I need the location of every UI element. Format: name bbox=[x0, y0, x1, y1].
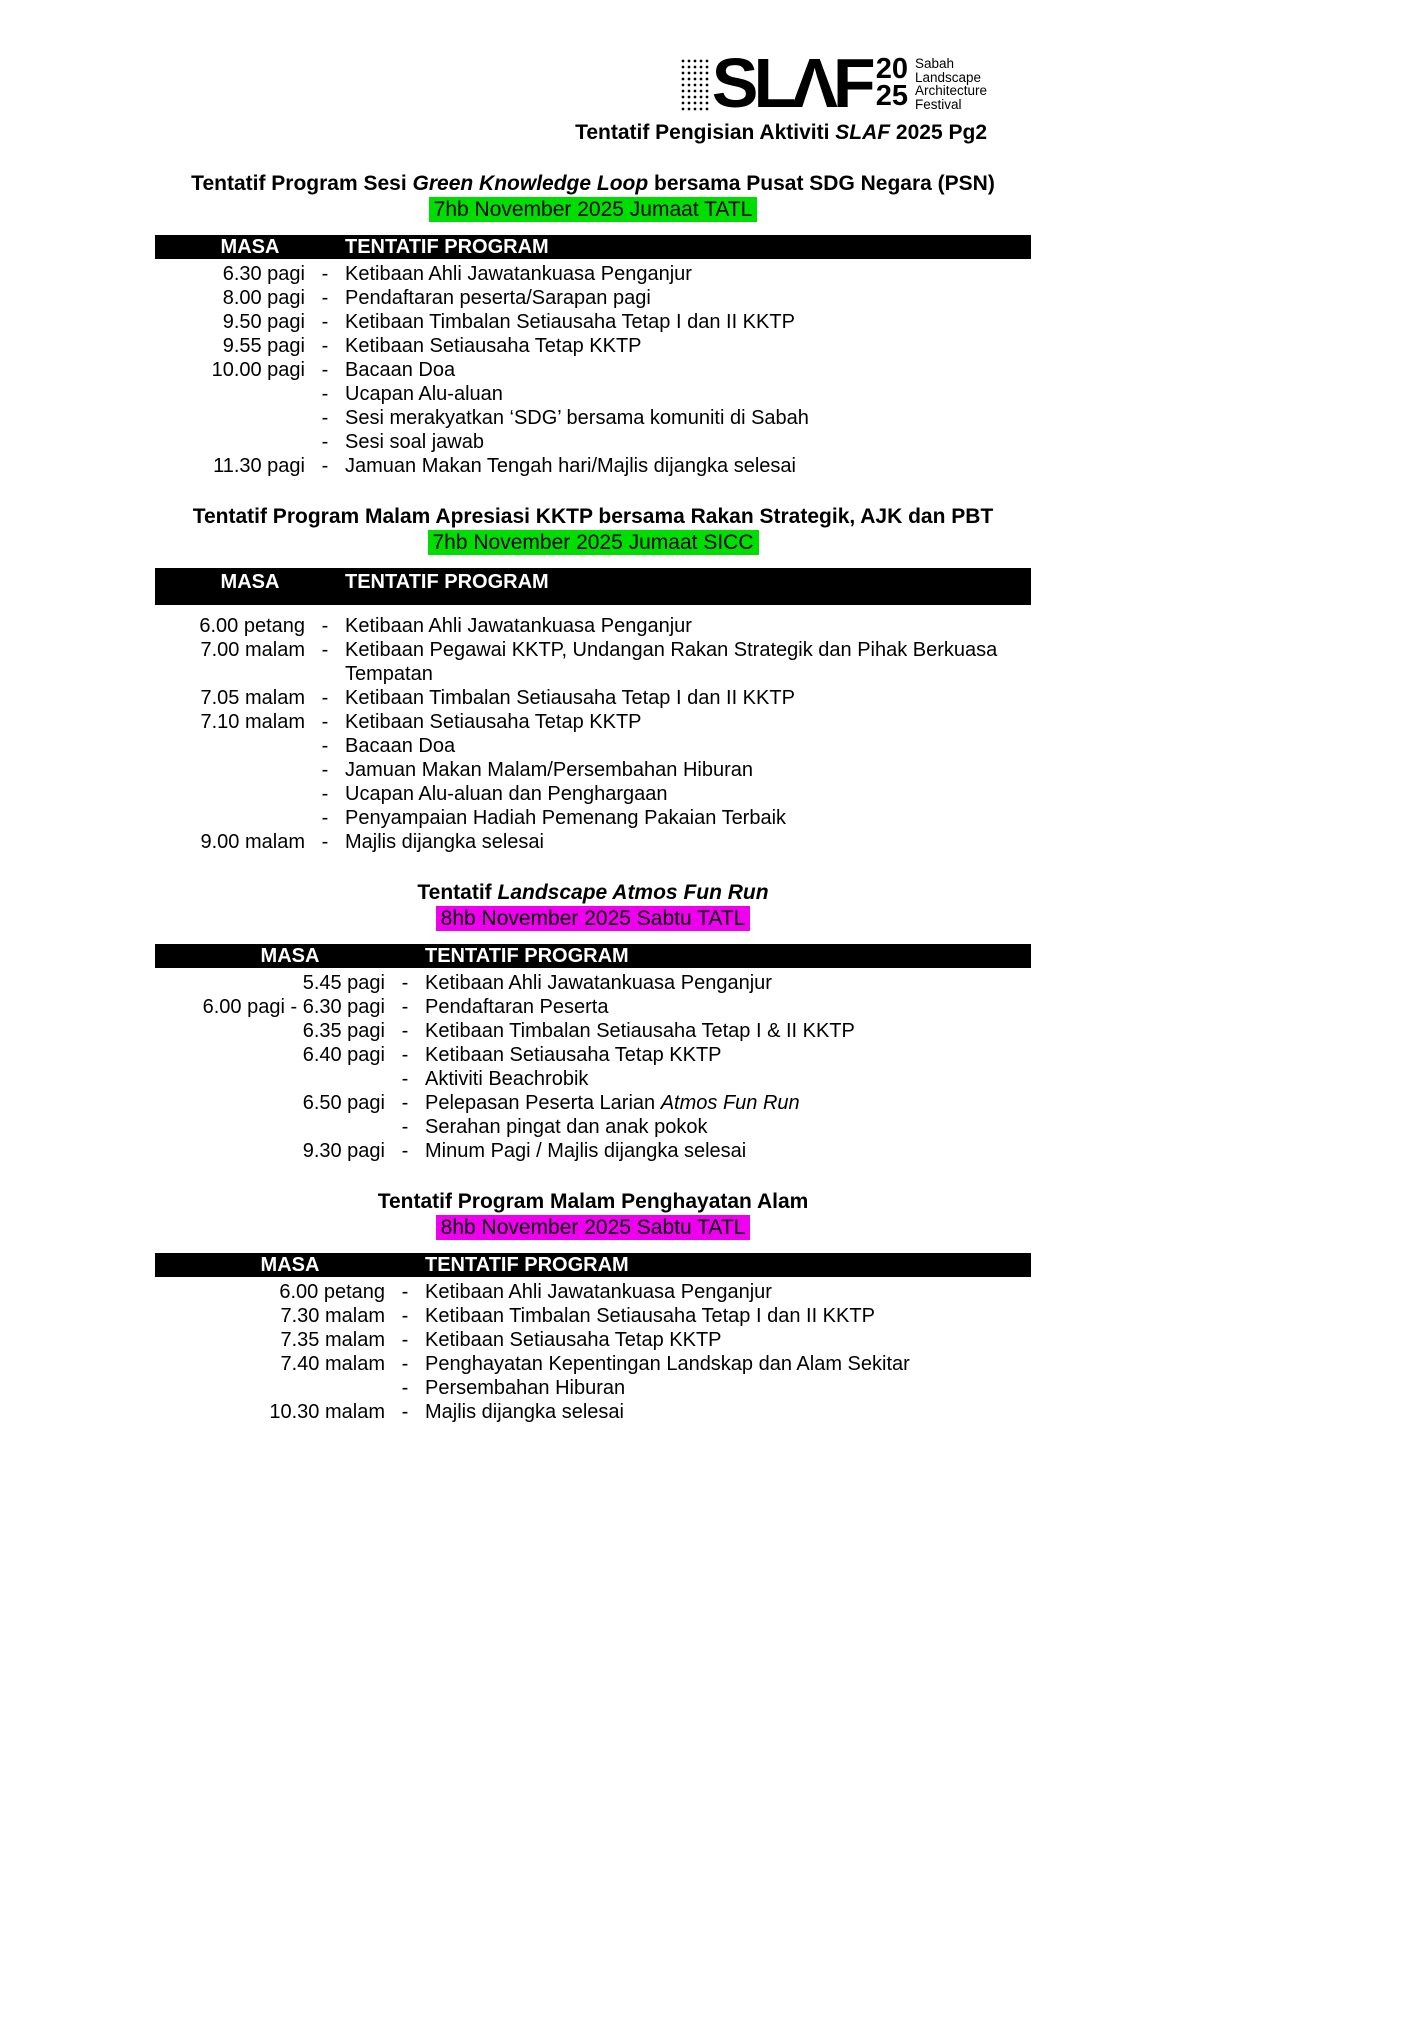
schedule-row bbox=[155, 430, 1031, 454]
row-activity bbox=[425, 1400, 1031, 1424]
row-activity bbox=[345, 638, 1031, 686]
row-time: 6.00 pagi - 6.30 pagi bbox=[202, 996, 385, 1018]
schedule-row bbox=[155, 1091, 1031, 1115]
masa-column-header: MASA bbox=[260, 1253, 320, 1276]
schedule-row bbox=[155, 1376, 1031, 1400]
row-dash: - bbox=[321, 735, 329, 757]
section-date-line bbox=[155, 1215, 1031, 1241]
text-part: Green Knowledge Loop bbox=[412, 172, 649, 195]
section-date-line bbox=[155, 906, 1031, 932]
row-time: 9.30 pagi bbox=[302, 1140, 385, 1162]
row-time bbox=[155, 758, 305, 782]
program-column-header: TENTATIF PROGRAM bbox=[345, 235, 549, 258]
section-date-highlight: 7hb November 2025 Jumaat TATL bbox=[429, 197, 758, 222]
schedule-row bbox=[155, 710, 1031, 734]
logo-tagline-line: Landscape bbox=[914, 69, 982, 85]
schedule-row bbox=[155, 686, 1031, 710]
row-dash: - bbox=[321, 759, 329, 781]
section-date-highlight: 8hb November 2025 Sabtu TATL bbox=[436, 906, 751, 931]
row-dash: - bbox=[321, 831, 329, 853]
text-part: Penghayatan Kepentingan Landskap dan Alam Sekitar bbox=[425, 1353, 910, 1375]
text-part: Ketibaan Ahli Jawatankuasa Penganjur bbox=[425, 972, 772, 994]
row-time: 11.30 pagi bbox=[213, 455, 305, 477]
document-title-pre: Tentatif Pengisian Aktiviti bbox=[575, 121, 836, 144]
schedule-row bbox=[155, 971, 1031, 995]
row-activity bbox=[345, 310, 1031, 334]
row-dash: - bbox=[321, 287, 329, 309]
schedule-row bbox=[155, 406, 1031, 430]
text-part: Ketibaan Ahli Jawatankuasa Penganjur bbox=[345, 263, 692, 285]
row-activity bbox=[425, 1091, 1031, 1115]
section-date-highlight: 7hb November 2025 Jumaat SICC bbox=[428, 530, 759, 555]
row-time: 7.30 malam bbox=[280, 1305, 385, 1327]
text-part: Ketibaan Timbalan Setiausaha Tetap I dan II KKTP bbox=[345, 311, 795, 333]
masa-column-header: MASA bbox=[220, 235, 280, 258]
section-date-highlight: 8hb November 2025 Sabtu TATL bbox=[436, 1215, 751, 1240]
row-time bbox=[155, 1115, 385, 1139]
text-part: Majlis dijangka selesai bbox=[345, 831, 544, 853]
table-body bbox=[155, 605, 1031, 854]
schedule-row bbox=[155, 758, 1031, 782]
document-title-post: 2025 Pg2 bbox=[890, 121, 987, 144]
program-section bbox=[155, 171, 1031, 478]
row-dash: - bbox=[321, 431, 329, 453]
row-activity bbox=[425, 1139, 1031, 1163]
text-part: Majlis dijangka selesai bbox=[425, 1401, 624, 1423]
text-part: Tentatif Program Sesi bbox=[191, 172, 413, 195]
program-column-header: TENTATIF PROGRAM bbox=[425, 944, 629, 967]
row-dash: - bbox=[401, 1044, 409, 1066]
schedule-row bbox=[155, 262, 1031, 286]
schedule-row bbox=[155, 358, 1031, 382]
logo-year-block bbox=[875, 53, 908, 112]
row-activity bbox=[345, 382, 1031, 406]
halftone-dots-decoration bbox=[680, 58, 710, 112]
row-activity bbox=[425, 995, 1031, 1019]
row-dash: - bbox=[321, 359, 329, 381]
schedule-row bbox=[155, 1400, 1031, 1424]
text-part: Ketibaan Ahli Jawatankuasa Penganjur bbox=[345, 615, 692, 637]
row-activity bbox=[345, 406, 1031, 430]
schedule-row bbox=[155, 286, 1031, 310]
text-part: Ketibaan Timbalan Setiausaha Tetap I & II KKTP bbox=[425, 1020, 855, 1042]
row-activity bbox=[425, 1280, 1031, 1304]
row-time bbox=[155, 430, 305, 454]
row-time: 8.00 pagi bbox=[222, 287, 305, 309]
row-time bbox=[155, 806, 305, 830]
section-title bbox=[155, 1189, 1031, 1215]
sections-container bbox=[155, 171, 1031, 1424]
table-header-row bbox=[155, 235, 1031, 259]
row-activity bbox=[345, 758, 1031, 782]
text-part: Tentatif Program Malam Apresiasi KKTP bersama Rakan Strategik, AJK dan PBT bbox=[192, 505, 994, 528]
program-column-header: TENTATIF PROGRAM bbox=[345, 571, 549, 593]
text-part: Pendaftaran Peserta bbox=[425, 996, 609, 1018]
schedule-row bbox=[155, 1280, 1031, 1304]
text-part: Sesi soal jawab bbox=[345, 431, 484, 453]
text-part: Jamuan Makan Tengah hari/Majlis dijangka selesai bbox=[345, 455, 796, 477]
text-part: Ketibaan Setiausaha Tetap KKTP bbox=[425, 1329, 722, 1351]
row-dash: - bbox=[401, 1068, 409, 1090]
logo-tagline bbox=[915, 56, 987, 111]
row-activity bbox=[345, 806, 1031, 830]
schedule-row bbox=[155, 1304, 1031, 1328]
program-section bbox=[155, 880, 1031, 1163]
row-activity bbox=[345, 614, 1031, 638]
text-part: Ketibaan Timbalan Setiausaha Tetap I dan II KKTP bbox=[425, 1305, 875, 1327]
schedule-row bbox=[155, 1139, 1031, 1163]
logo-tagline-line: Sabah bbox=[914, 56, 955, 71]
row-dash: - bbox=[321, 807, 329, 829]
row-activity bbox=[425, 1352, 1031, 1376]
row-time bbox=[155, 782, 305, 806]
row-dash: - bbox=[401, 1281, 409, 1303]
masa-column-header: MASA bbox=[220, 571, 280, 593]
schedule-row bbox=[155, 734, 1031, 758]
row-dash: - bbox=[401, 1140, 409, 1162]
row-dash: - bbox=[321, 383, 329, 405]
schedule-row bbox=[155, 638, 1031, 686]
schedule-row bbox=[155, 334, 1031, 358]
document-title-italic: SLAF bbox=[835, 121, 891, 144]
text-part: Aktiviti Beachrobik bbox=[425, 1068, 589, 1090]
row-dash: - bbox=[401, 996, 409, 1018]
row-dash: - bbox=[321, 455, 329, 477]
text-part: Pelepasan Peserta Larian bbox=[425, 1092, 661, 1114]
row-dash: - bbox=[321, 711, 329, 733]
table-body bbox=[155, 968, 1031, 1163]
logo-tagline-line: Architecture bbox=[914, 83, 987, 98]
text-part: Ketibaan Setiausaha Tetap KKTP bbox=[345, 711, 642, 733]
program-section bbox=[155, 1189, 1031, 1424]
row-time: 10.30 malam bbox=[269, 1401, 385, 1423]
schedule-row bbox=[155, 1067, 1031, 1091]
row-time: 6.30 pagi bbox=[222, 263, 305, 285]
row-time: 10.00 pagi bbox=[211, 359, 305, 381]
text-part: Ketibaan Setiausaha Tetap KKTP bbox=[425, 1044, 722, 1066]
row-time bbox=[155, 1376, 385, 1400]
text-part: Persembahan Hiburan bbox=[425, 1377, 626, 1399]
row-activity bbox=[345, 358, 1031, 382]
text-part: Ketibaan Setiausaha Tetap KKTP bbox=[345, 335, 642, 357]
table-header-row bbox=[155, 1253, 1031, 1277]
slaf-logo bbox=[680, 44, 987, 122]
row-dash: - bbox=[401, 972, 409, 994]
row-dash: - bbox=[321, 615, 329, 637]
schedule-row bbox=[155, 1328, 1031, 1352]
page-content bbox=[155, 0, 1031, 1424]
text-part: Ketibaan Ahli Jawatankuasa Penganjur bbox=[425, 1281, 772, 1303]
schedule-row bbox=[155, 1115, 1031, 1139]
text-part: Serahan pingat dan anak pokok bbox=[425, 1116, 708, 1138]
schedule-row bbox=[155, 1019, 1031, 1043]
row-dash: - bbox=[321, 335, 329, 357]
row-activity bbox=[345, 334, 1031, 358]
row-dash: - bbox=[321, 407, 329, 429]
logo-year-top: 20 bbox=[875, 53, 908, 85]
program-table bbox=[155, 1253, 1031, 1424]
logo-year-bottom: 25 bbox=[875, 80, 908, 112]
schedule-row bbox=[155, 1043, 1031, 1067]
row-activity bbox=[425, 1304, 1031, 1328]
row-activity bbox=[425, 1376, 1031, 1400]
schedule-row bbox=[155, 995, 1031, 1019]
program-table bbox=[155, 235, 1031, 478]
row-time: 5.45 pagi bbox=[302, 972, 385, 994]
row-activity bbox=[425, 1043, 1031, 1067]
text-part: Bacaan Doa bbox=[345, 735, 456, 757]
schedule-row bbox=[155, 454, 1031, 478]
row-activity bbox=[345, 286, 1031, 310]
row-time: 7.00 malam bbox=[200, 639, 305, 661]
row-time: 7.10 malam bbox=[200, 711, 305, 733]
row-dash: - bbox=[401, 1305, 409, 1327]
row-activity bbox=[345, 830, 1031, 854]
schedule-row bbox=[155, 1352, 1031, 1376]
row-activity bbox=[345, 262, 1031, 286]
row-dash: - bbox=[401, 1353, 409, 1375]
row-activity bbox=[425, 1328, 1031, 1352]
row-dash: - bbox=[401, 1092, 409, 1114]
row-activity bbox=[345, 430, 1031, 454]
schedule-row bbox=[155, 782, 1031, 806]
row-activity bbox=[345, 734, 1031, 758]
text-part: Tentatif Program Malam Penghayatan Alam bbox=[377, 1190, 809, 1213]
text-part: Pendaftaran peserta/Sarapan pagi bbox=[345, 287, 651, 309]
text-part: Tentatif bbox=[417, 881, 498, 904]
row-time: 6.35 pagi bbox=[302, 1020, 385, 1042]
text-part: Sesi merakyatkan ‘SDG’ bersama komuniti di Sabah bbox=[345, 407, 809, 429]
row-dash: - bbox=[321, 263, 329, 285]
section-date-line bbox=[155, 197, 1031, 223]
table-body bbox=[155, 259, 1031, 478]
row-activity bbox=[345, 686, 1031, 710]
table-body bbox=[155, 1277, 1031, 1424]
row-time: 6.00 petang bbox=[199, 615, 305, 637]
text-part: Ucapan Alu-aluan dan Penghargaan bbox=[345, 783, 668, 805]
row-activity bbox=[425, 971, 1031, 995]
text-part: Ucapan Alu-aluan bbox=[345, 383, 503, 405]
text-part: Landscape Atmos Fun Run bbox=[497, 881, 769, 904]
logo-tagline-line: Festival bbox=[914, 96, 962, 112]
schedule-row bbox=[155, 614, 1031, 638]
row-dash: - bbox=[401, 1116, 409, 1138]
row-dash: - bbox=[401, 1377, 409, 1399]
schedule-row bbox=[155, 310, 1031, 334]
text-part: Jamuan Makan Malam/Persembahan Hiburan bbox=[345, 759, 753, 781]
row-time: 9.55 pagi bbox=[222, 335, 305, 357]
row-time: 6.50 pagi bbox=[302, 1092, 385, 1114]
row-time: 6.00 petang bbox=[279, 1281, 385, 1303]
program-column-header: TENTATIF PROGRAM bbox=[425, 1253, 629, 1276]
row-time: 7.35 malam bbox=[280, 1329, 385, 1351]
row-dash: - bbox=[321, 639, 329, 661]
row-activity bbox=[345, 782, 1031, 806]
text-part: Atmos Fun Run bbox=[660, 1092, 800, 1114]
section-title bbox=[155, 880, 1031, 906]
row-time: 9.00 malam bbox=[200, 831, 305, 853]
schedule-row bbox=[155, 806, 1031, 830]
row-activity bbox=[425, 1019, 1031, 1043]
section-title bbox=[155, 504, 1031, 530]
text-part: Minum Pagi / Majlis dijangka selesai bbox=[425, 1140, 747, 1162]
row-time bbox=[155, 406, 305, 430]
section-title bbox=[155, 171, 1031, 197]
row-time bbox=[155, 734, 305, 758]
row-activity bbox=[345, 710, 1031, 734]
program-table bbox=[155, 568, 1031, 854]
row-time bbox=[155, 382, 305, 406]
document-title bbox=[575, 121, 987, 145]
row-dash: - bbox=[321, 311, 329, 333]
row-dash: - bbox=[401, 1401, 409, 1423]
row-dash: - bbox=[401, 1020, 409, 1042]
text-part: Ketibaan Timbalan Setiausaha Tetap I dan II KKTP bbox=[345, 687, 795, 709]
row-time: 6.40 pagi bbox=[302, 1044, 385, 1066]
row-time: 7.40 malam bbox=[280, 1353, 385, 1375]
row-activity bbox=[345, 454, 1031, 478]
row-time: 9.50 pagi bbox=[222, 311, 305, 333]
row-time: 7.05 malam bbox=[200, 687, 305, 709]
schedule-row bbox=[155, 382, 1031, 406]
program-table bbox=[155, 944, 1031, 1163]
row-dash: - bbox=[321, 687, 329, 709]
text-part: Bacaan Doa bbox=[345, 359, 456, 381]
table-header-row bbox=[155, 944, 1031, 968]
section-date-line bbox=[155, 530, 1031, 556]
row-activity bbox=[425, 1115, 1031, 1139]
page-header bbox=[155, 0, 1031, 145]
text-part: Penyampaian Hadiah Pemenang Pakaian Terbaik bbox=[345, 807, 787, 829]
schedule-row bbox=[155, 830, 1031, 854]
row-time bbox=[155, 1067, 385, 1091]
text-part: Ketibaan Pegawai KKTP, Undangan Rakan Strategik dan Pihak Berkuasa Tempatan bbox=[345, 639, 998, 685]
row-dash: - bbox=[401, 1329, 409, 1351]
slaf-wordmark: SLΛF bbox=[711, 44, 871, 122]
row-dash: - bbox=[321, 783, 329, 805]
text-part: bersama Pusat SDG Negara (PSN) bbox=[648, 172, 995, 195]
program-section bbox=[155, 504, 1031, 854]
row-activity bbox=[425, 1067, 1031, 1091]
masa-column-header: MASA bbox=[260, 944, 320, 967]
table-header-row bbox=[155, 568, 1031, 605]
